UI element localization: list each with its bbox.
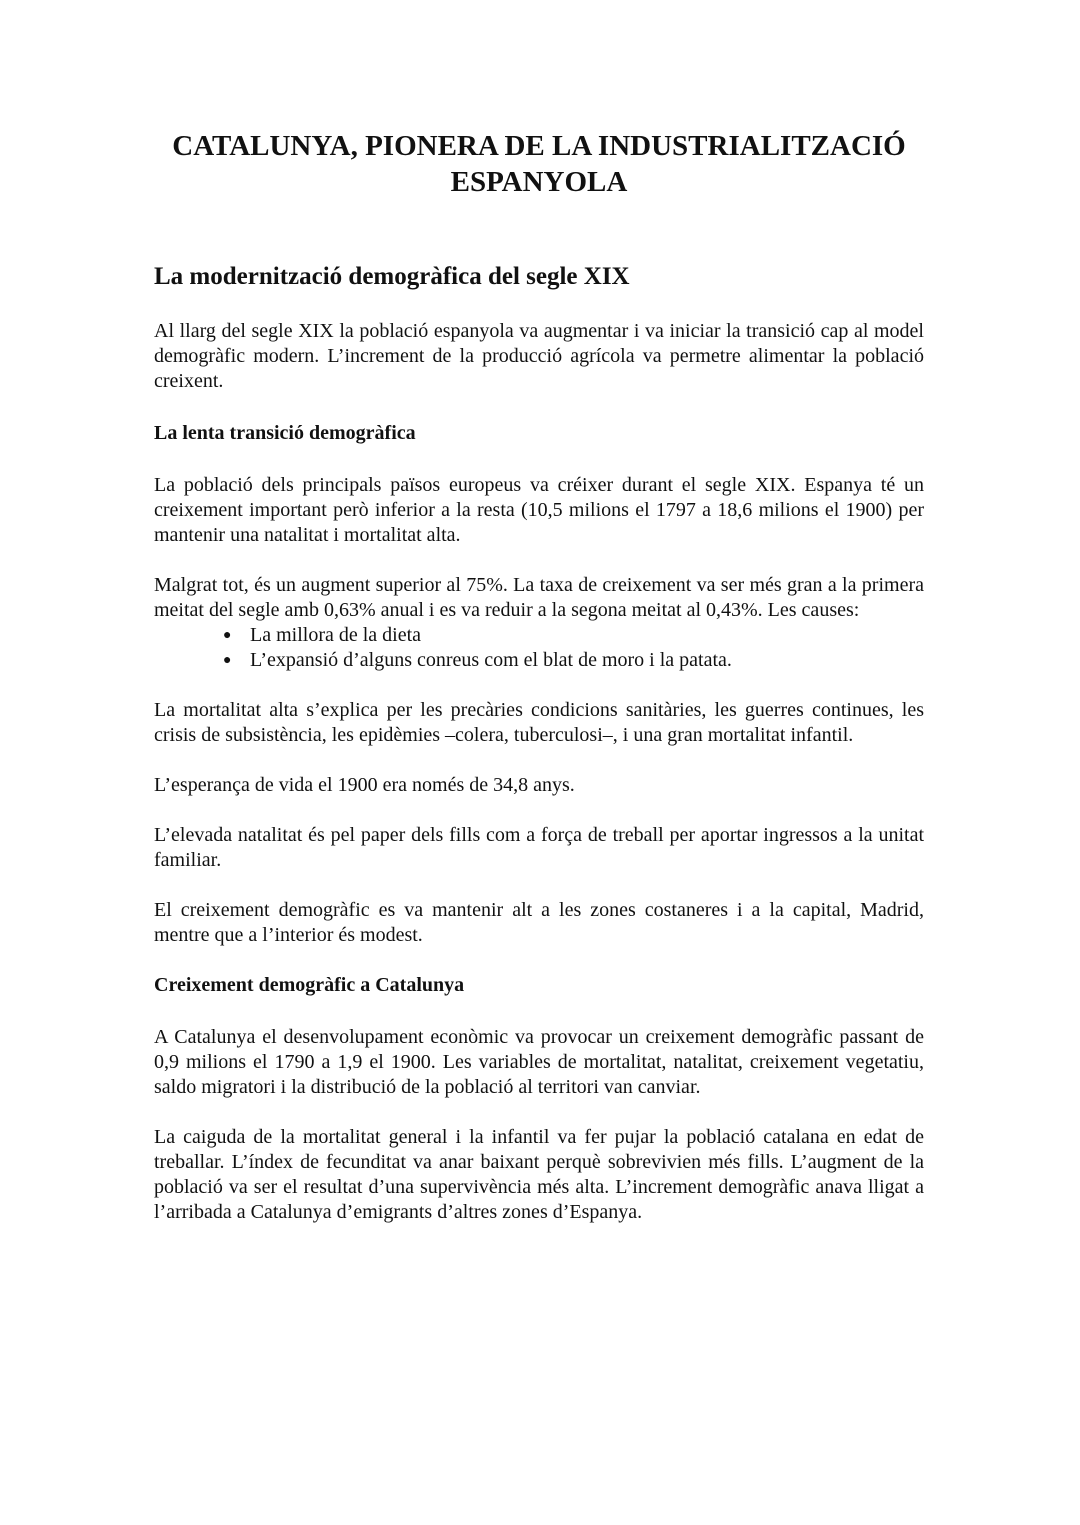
paragraph-european-growth: La població dels principals països europeus va créixer durant el segle XIX. Espanya té un creixement important però inferior a la resta (10,5 milions el 1797 a 18,6 milions el 1900) per mantenir una natalitat i mortalitat alta. [154, 474, 924, 546]
section-heading-demographic-modernization: La modernització demogràfica del segle XIX [154, 263, 630, 290]
paragraph-catalonia-development: A Catalunya el desenvolupament econòmic va provocar un creixement demogràfic passant de 0,9 milions el 1790 a 1,9 el 1900. Les variables de mortalitat, natalitat, creixement vegetatiu, saldo migratori i la distribució de la població al territori van canviar. [154, 1026, 924, 1098]
paragraph-mortality-decline: La caiguda de la mortalitat general i la infantil va fer pujar la població catalana en edat de treballar. L’índex de fecunditat va anar baixant perquè sobrevivien més fills. L’augment de la població va ser el resultat d’una supervivència més alta. L’increment demogràfic anava lligat a l’arribada a Catalunya d’emigrants d’altres zones d’Espanya. [154, 1126, 924, 1223]
paragraph-growth-rate: Malgrat tot, és un augment superior al 75%. La taxa de creixement va ser més gran a la primera meitat del segle amb 0,63% anual i es va reduir a la segona meitat al 0,43%. Les causes: [154, 574, 924, 621]
list-item-text: L’expansió d’alguns conreus com el blat de moro i la patata. [250, 649, 732, 671]
subheading-catalonia-growth: Creixement demogràfic a Catalunya [154, 974, 465, 996]
document-page [154, 128, 924, 1225]
paragraph-high-mortality: La mortalitat alta s’explica per les precàries condicions sanitàries, les guerres continues, les crisis de subsistència, les epidèmies –colera, tuberculosi–, i una gran mortalitat infantil. [154, 699, 924, 746]
intro-paragraph: Al llarg del segle XIX la població espanyola va augmentar i va iniciar la transició cap al model demogràfic modern. L’increment de la producció agrícola va permetre alimentar la població creixent. [154, 320, 924, 392]
list-item [154, 648, 924, 673]
paragraph-coastal-growth: El creixement demogràfic es va mantenir alt a les zones costaneres i a la capital, Madrid, mentre que a l’interior és modest. [154, 899, 924, 946]
subheading-slow-transition: La lenta transició demogràfica [154, 422, 416, 444]
paragraph-life-expectancy: L’esperança de vida el 1900 era només de 34,8 anys. [154, 774, 575, 796]
list-item [154, 623, 924, 648]
causes-list [154, 623, 924, 673]
paragraph-high-birth-rate: L’elevada natalitat és pel paper dels fills com a força de treball per aportar ingressos a la unitat familiar. [154, 824, 924, 871]
bullet-icon: ● [223, 628, 232, 643]
list-item-text: La millora de la dieta [250, 624, 422, 646]
document-title: CATALUNYA, PIONERA DE LA INDUSTRIALITZACIÓ ESPANYOLA [172, 130, 906, 198]
bullet-icon: ● [223, 653, 232, 668]
